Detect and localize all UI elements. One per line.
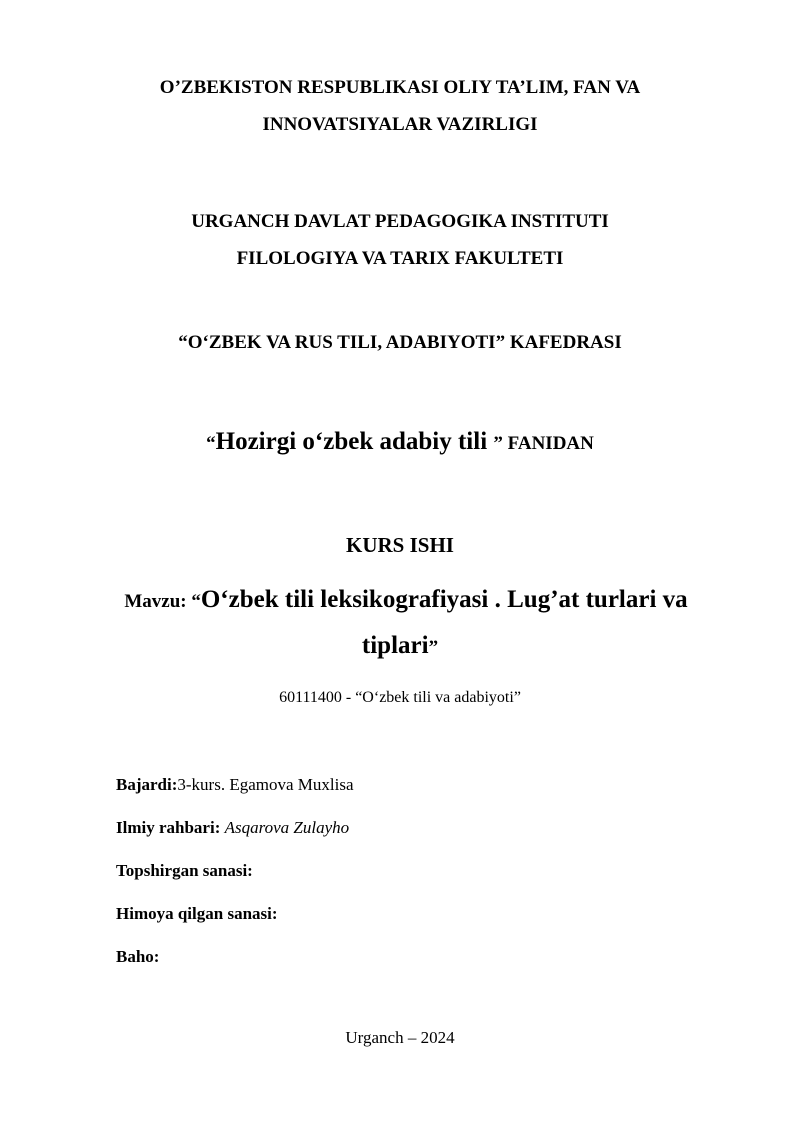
topic-open-quote: “ bbox=[191, 591, 201, 612]
advisor-value: Asqarova Zulayho bbox=[224, 818, 350, 837]
submitted-field bbox=[116, 861, 253, 881]
subject-suffix: FANIDAN bbox=[502, 433, 594, 454]
institute-line-1: URGANCH DAVLAT PEDAGOGIKA INSTITUTI bbox=[191, 211, 609, 232]
subject-line bbox=[0, 428, 800, 456]
ministry-line-2: INNOVATSIYALAR VAZIRLIGI bbox=[262, 114, 538, 135]
grade-label: Baho: bbox=[116, 947, 160, 966]
performed-label: Bajardi: bbox=[116, 775, 178, 794]
subject-close-quote: ” bbox=[493, 433, 503, 454]
grade-field bbox=[116, 947, 159, 967]
faculty-line: FILOLOGIYA VA TARIX FAKULTETI bbox=[236, 248, 564, 269]
submitted-label: Topshirgan sanasi: bbox=[116, 861, 253, 880]
footer-city-year: Urganch – 2024 bbox=[345, 1028, 455, 1047]
topic-title-part-1: O‘zbek tili leksikografiyasi . Lug’at turlari va bbox=[200, 586, 688, 613]
topic-line-1 bbox=[0, 586, 800, 614]
defended-label: Himoya qilgan sanasi: bbox=[116, 904, 278, 923]
specialty-line: 60111400 - “O‘zbek tili va adabiyoti” bbox=[279, 689, 521, 706]
performed-value: 3-kurs. Egamova Muxlisa bbox=[177, 775, 354, 794]
topic-label: Mavzu: bbox=[124, 591, 192, 612]
department-line: “O‘ZBEK VA RUS TILI, ADABIYOTI” KAFEDRASI bbox=[178, 332, 622, 353]
subject-open-quote: “ bbox=[206, 433, 216, 454]
defended-field bbox=[116, 904, 278, 924]
topic-line-2 bbox=[0, 632, 800, 660]
topic-title-part-2: tiplari bbox=[361, 632, 429, 659]
advisor-field bbox=[116, 818, 349, 838]
work-type: KURS ISHI bbox=[346, 533, 454, 557]
topic-close-quote: ” bbox=[428, 637, 439, 658]
ministry-line-1: O’ZBEKISTON RESPUBLIKASI OLIY TA’LIM, FAN VA bbox=[159, 77, 641, 98]
subject-name: Hozirgi o‘zbek adabiy tili bbox=[215, 428, 494, 455]
performed-field bbox=[116, 775, 354, 795]
advisor-label: Ilmiy rahbari: bbox=[116, 818, 225, 837]
